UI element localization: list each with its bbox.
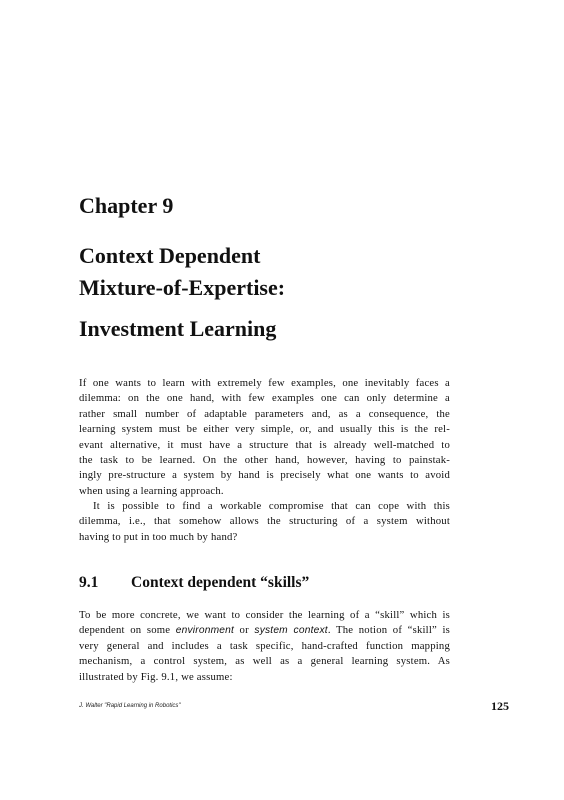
chapter-title [79, 240, 285, 304]
text-line: the task to be learned. On the other hand, however, having to painstak- [79, 454, 450, 467]
text-line: when using a learning approach. [79, 484, 224, 497]
text-line: evant alternative, it must have a structure that is already well-matched to [79, 438, 450, 451]
text-line: To be more concrete, we want to consider the learning of a “skill” which is [79, 609, 450, 621]
running-footer: J. Walter "Rapid Learning in Robotics" [79, 703, 181, 709]
chapter-title-line-1: Context Dependent [79, 243, 261, 268]
text-run: dependent on some [79, 624, 176, 637]
text-line: dilemma: on the one hand, with few examples one can only determine a [79, 392, 450, 405]
emphasis-system-context: system context [254, 625, 328, 637]
text-run: or [234, 624, 255, 637]
chapter-label: Chapter 9 [79, 193, 174, 218]
compromise-paragraph [79, 499, 450, 545]
chapter-subtitle: Investment Learning [79, 316, 277, 341]
section-heading [79, 574, 309, 592]
text-line: very general and includes a task specific, hand-crafted function mapping [79, 639, 450, 652]
page-number: 125 [491, 699, 509, 713]
text-line: If one wants to learn with extremely few examples, one inevitably faces a [79, 377, 450, 389]
text-line: ingly pre-structure a system by hand is precisely what one wants to avoid [79, 469, 450, 482]
text-line: dilemma, i.e., that somehow allows the structuring of a system without [79, 515, 450, 528]
emphasis-environment: environment [175, 625, 235, 637]
chapter-title-line-2: Mixture-of-Expertise: [79, 275, 286, 300]
section-title: Context dependent “skills” [131, 574, 310, 591]
text-line: rather small number of adaptable parameters and, as a consequence, the [79, 407, 450, 420]
text-line: mechanism, a control system, as well as a general learning system. As [79, 655, 450, 668]
section-paragraph [79, 608, 450, 685]
text-line: learning system must be either very simple, or, and usually this is the rel- [79, 423, 450, 436]
intro-paragraph [79, 376, 450, 499]
text-line-with-emphasis [79, 623, 450, 638]
section-number: 9.1 [79, 574, 99, 591]
text-line: It is possible to find a workable compromise that can cope with this [93, 500, 450, 512]
text-line: illustrated by Fig. 9.1, we assume: [79, 670, 233, 683]
text-line: having to put in too much by hand? [79, 530, 238, 543]
text-run: . The notion of “skill” is [327, 624, 450, 637]
